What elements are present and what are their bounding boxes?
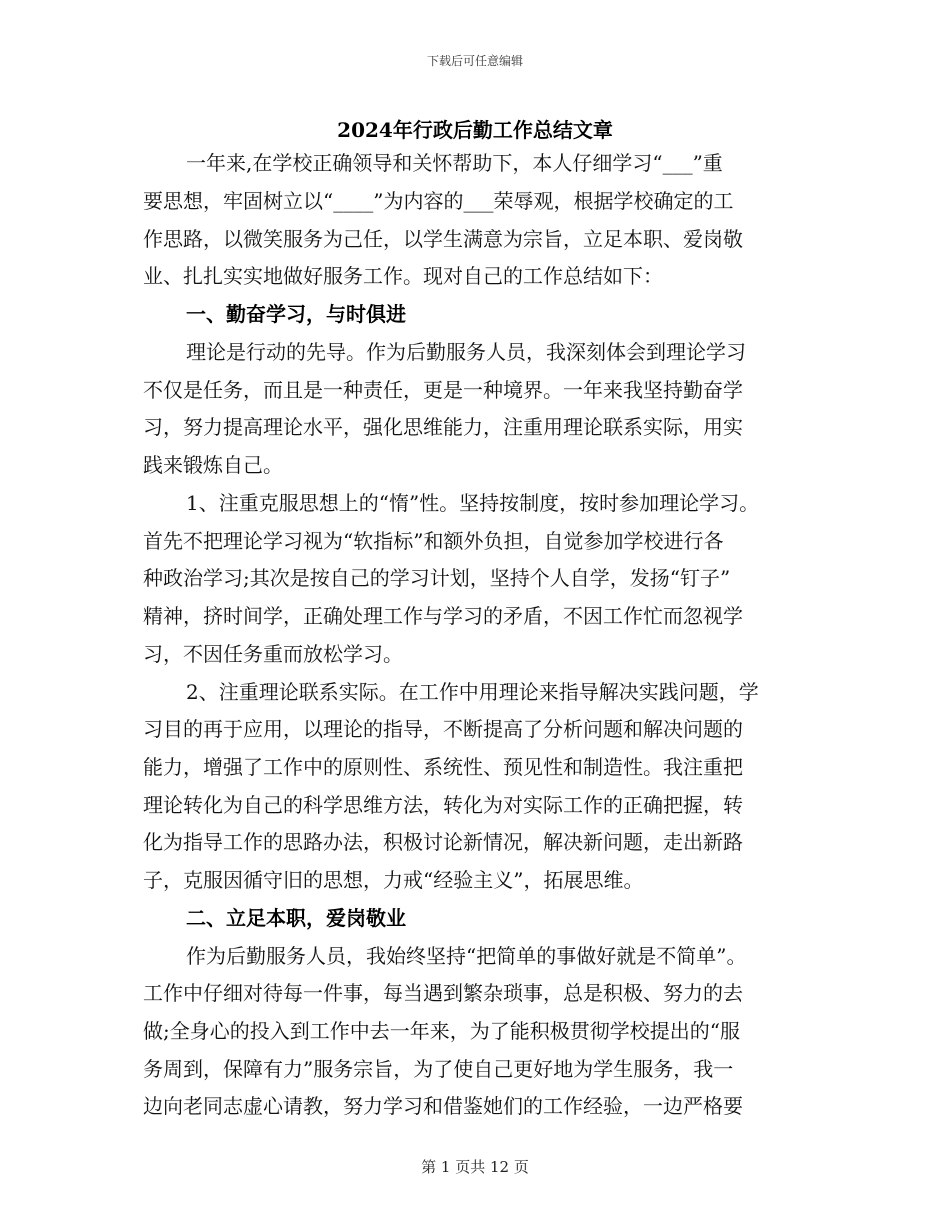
paragraph-line: 工作中仔细对待每一件事，每当遇到繁杂琐事，总是积极、努力的去	[143, 981, 743, 1005]
section-heading-1: 一、勤奋学习，与时俱进	[186, 302, 406, 326]
paragraph-line: 边向老同志虚心请教，努力学习和借鉴她们的工作经验，一边严格要	[143, 1094, 743, 1118]
paragraph-line: 理论转化为自己的科学思维方法，转化为对实际工作的正确把握，转	[143, 793, 743, 817]
paragraph-line: 子，克服因循守旧的思想，力戒“经验主义”，拓展思维。	[143, 868, 644, 892]
paragraph-line: 精神，挤时间学，正确处理工作与学习的矛盾，不因工作忙而忽视学	[143, 604, 743, 628]
paragraph-line: 要思想，牢固树立以“____”为内容的___荣辱观，根据学校确定的工	[143, 189, 734, 213]
paragraph-line: 习，不因任务重而放松学习。	[143, 642, 403, 666]
paragraph-line: 一年来,在学校正确领导和关怀帮助下，本人仔细学习“___”重	[186, 151, 723, 175]
paragraph-line: 作思路，以微笑服务为己任，以学生满意为宗旨，立足本职、爱岗敬	[143, 227, 743, 251]
paragraph-line: 不仅是任务，而且是一种责任，更是一种境界。一年来我坚持勤奋学	[143, 378, 743, 402]
paragraph-line: 务周到，保障有力”服务宗旨，为了使自己更好地为学生服务，我一	[143, 1057, 734, 1081]
paragraph-line: 作为后勤服务人员，我始终坚持“把简单的事做好就是不简单”。	[186, 944, 747, 968]
download-note: 下载后可任意编辑	[426, 54, 523, 68]
paragraph-line: 化为指导工作的思路办法，积极讨论新情况，解决新问题，走出新路	[143, 830, 743, 854]
paragraph-line: 2、注重理论联系实际。在工作中用理论来指导解决实践问题，学	[186, 680, 759, 704]
paragraph-line: 做;全身心的投入到工作中去一年来，为了能积极贯彻学校提出的“服	[143, 1019, 740, 1043]
page-number: 第 1 页共 12 页	[421, 1158, 529, 1176]
paragraph-line: 首先不把理论学习视为“软指标”和额外负担，自觉参加学校进行各	[143, 529, 724, 553]
paragraph-line: 种政治学习;其次是按自己的学习计划，坚持个人自学，发扬“钉子”	[143, 566, 731, 590]
paragraph-line: 能力，增强了工作中的原则性、系统性、预见性和制造性。我注重把	[143, 755, 743, 779]
paragraph-line: 1、注重克服思想上的“惰”性。坚持按制度，按时参加理论学习。	[186, 491, 760, 515]
document-title: 2024年行政后勤工作总结文章	[337, 118, 613, 142]
paragraph-line: 习目的再于应用，以理论的指导，不断提高了分析问题和解决问题的	[143, 717, 743, 741]
paragraph-line: 业、扎扎实实地做好服务工作。现对自己的工作总结如下：	[143, 264, 663, 288]
paragraph-line: 习，努力提高理论水平，强化思维能力，注重用理论联系实际，用实	[143, 415, 743, 439]
section-heading-2: 二、立足本职，爱岗敬业	[186, 906, 406, 930]
paragraph-line: 理论是行动的先导。作为后勤服务人员，我深刻体会到理论学习	[186, 340, 746, 364]
paragraph-line: 践来锻炼自己。	[143, 453, 283, 477]
